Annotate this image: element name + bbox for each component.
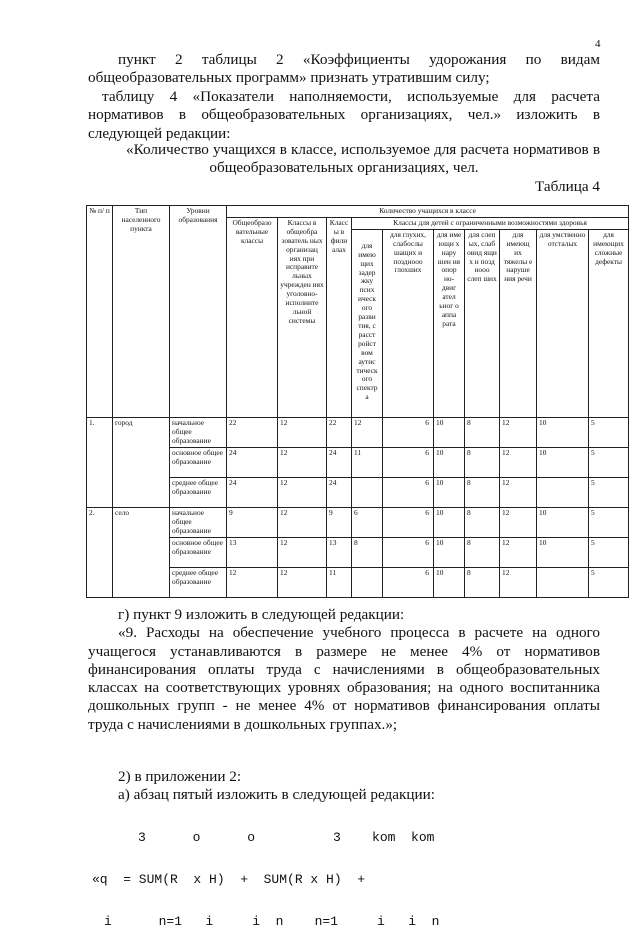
p9-line6: труда с начислениями в дошкольных группах.»;	[88, 715, 398, 733]
cell-c1	[352, 567, 383, 597]
p1-line1: пункт 2 таблицы 2 «Коэффициенты удорожания по видам	[118, 51, 600, 68]
header-sub-deaf: для глухих, слабослы шащих и позднооо глохших	[383, 229, 434, 417]
formula	[92, 803, 439, 943]
cell-c5: 12	[500, 507, 537, 537]
header-settlement: Тип населенного пункта	[113, 206, 170, 418]
cell-c7: 5	[589, 477, 629, 507]
header-sub-locomotor: для име ющи х нару шен ия опор но- двиг ател ьног о аппа рата	[434, 229, 465, 417]
header-sub-speech: для имеющ их тяжелы е наруше ния речи	[500, 229, 537, 417]
cell-branch: 9	[327, 507, 352, 537]
cell-c1	[352, 477, 383, 507]
header-sub-mental: для умственно отсталых	[537, 229, 589, 417]
cell-org: 12	[278, 447, 327, 477]
cell-org: 12	[278, 567, 327, 597]
cell-c2: 6	[383, 537, 434, 567]
cell-c3: 10	[434, 507, 465, 537]
cell-c6: 10	[537, 447, 589, 477]
formula-superscripts: 3 o o 3 kom kom	[138, 830, 435, 845]
cell-branch: 11	[327, 567, 352, 597]
row-level: основное общее образование	[170, 447, 227, 477]
row-num: 2.	[87, 507, 113, 597]
cell-general: 24	[227, 477, 278, 507]
paragraph-table2	[88, 51, 600, 88]
header-num: № п/ п	[87, 206, 113, 418]
cell-c2: 6	[383, 567, 434, 597]
header-org-classes: Классы в общеобра зователь ных организац иях при исправите льных учрежден иях уголовно- исполните льной системы	[278, 217, 327, 417]
cell-c4: 8	[465, 507, 500, 537]
cell-c5: 12	[500, 477, 537, 507]
cell-c3: 10	[434, 447, 465, 477]
row-level: начальное общее образование	[170, 507, 227, 537]
p9-line3: финансирования оплаты труда с начислениями в общеобразовательных	[88, 660, 600, 678]
p2-line3: следующей редакции:	[88, 124, 231, 142]
cell-c3: 10	[434, 417, 465, 447]
cell-c5: 12	[500, 447, 537, 477]
row-level: начальное общее образование	[170, 417, 227, 447]
cell-c2: 6	[383, 507, 434, 537]
heading-line2: общеобразовательных организациях, чел.	[209, 159, 479, 177]
cell-c4: 8	[465, 477, 500, 507]
cell-c3: 10	[434, 567, 465, 597]
cell-c5: 12	[500, 417, 537, 447]
norms-table	[86, 205, 629, 598]
cell-general: 22	[227, 417, 278, 447]
cell-c6: 10	[537, 507, 589, 537]
p9-line1: «9. Расходы на обеспечение учебного процесса в расчете на одного	[118, 624, 600, 642]
header-limited: Классы для детей с ограниченными возможностями здоровья	[352, 217, 629, 229]
cell-general: 13	[227, 537, 278, 567]
p9-line4: классах на соответствующих уровнях образования; на одного воспитанника	[88, 679, 600, 697]
cell-c7: 5	[589, 447, 629, 477]
cell-c7: 5	[589, 417, 629, 447]
cell-c4: 8	[465, 567, 500, 597]
p2-line1: таблицу 4 «Показатели наполняемости, используемые для расчета	[102, 88, 600, 105]
header-sub-blind: для слеп ых, слаб овид ящи х и позд нооо слеп ших	[465, 229, 500, 417]
row-settlement: село	[113, 507, 170, 597]
g-line: г) пункт 9 изложить в следующей редакции:	[118, 606, 405, 623]
header-students: Количество учащихся в классе	[227, 206, 629, 218]
p9-line5: дошкольных групп - не менее 4% от нормативов финансирования оплаты	[88, 697, 600, 715]
cell-c7: 5	[589, 567, 629, 597]
cell-c4: 8	[465, 447, 500, 477]
cell-c5: 12	[500, 567, 537, 597]
header-level: Уровни образования	[170, 206, 227, 418]
cell-general: 24	[227, 447, 278, 477]
cell-branch: 13	[327, 537, 352, 567]
header-branch: Класс ы в фили алах	[327, 217, 352, 417]
heading-line1: «Количество учащихся в классе, используемое для расчета нормативов в	[126, 141, 600, 158]
cell-org: 12	[278, 477, 327, 507]
row-num: 1.	[87, 417, 113, 507]
cell-c2: 6	[383, 447, 434, 477]
cell-branch: 24	[327, 477, 352, 507]
table-row	[87, 417, 629, 447]
p2-line2: нормативов в общеобразовательных организациях, чел.» изложить в	[88, 106, 600, 124]
cell-c3: 10	[434, 537, 465, 567]
header-general: Общеобразо вательные классы	[227, 217, 278, 417]
cell-c7: 5	[589, 537, 629, 567]
row-level: среднее общее образование	[170, 567, 227, 597]
cell-c2: 6	[383, 417, 434, 447]
page-number: 4	[595, 38, 601, 50]
cell-branch: 22	[327, 417, 352, 447]
cell-c1: 12	[352, 417, 383, 447]
table-row	[87, 507, 629, 537]
row-level: среднее общее образование	[170, 477, 227, 507]
cell-general: 12	[227, 567, 278, 597]
table-heading	[88, 141, 600, 196]
cell-c1: 6	[352, 507, 383, 537]
cell-c1: 8	[352, 537, 383, 567]
cell-c6	[537, 567, 589, 597]
cell-c6: 10	[537, 537, 589, 567]
cell-org: 12	[278, 537, 327, 567]
formula-main: «q = SUM(R x H) + SUM(R x H) +	[92, 872, 366, 887]
cell-c4: 8	[465, 417, 500, 447]
cell-org: 12	[278, 417, 327, 447]
cell-c6: 10	[537, 417, 589, 447]
header-sub-ptsd: для имею щих задер жку псих ическ ого разви тия, с расст ройст вом аутис тическ ого спектр а	[352, 229, 383, 417]
paragraph-item9	[88, 606, 600, 734]
paragraph-appendix	[88, 768, 600, 805]
row-level: основное общее образование	[170, 537, 227, 567]
cell-c4: 8	[465, 537, 500, 567]
cell-c1: 11	[352, 447, 383, 477]
cell-c7: 5	[589, 507, 629, 537]
cell-branch: 24	[327, 447, 352, 477]
appendix-line: 2) в приложении 2:	[118, 768, 242, 785]
formula-subscripts: i n=1 i i n n=1 i i n	[104, 914, 440, 929]
cell-c3: 10	[434, 477, 465, 507]
paragraph-table4	[88, 88, 600, 143]
cell-org: 12	[278, 507, 327, 537]
cell-c5: 12	[500, 537, 537, 567]
header-sub-complex: для имеющих сложные дефекты	[589, 229, 629, 417]
p9-line2: учащегося устанавливаются в размере не менее 4% от нормативов	[88, 642, 600, 660]
p1-line2: общеобразовательных программ» признать утратившим силу;	[88, 69, 490, 87]
table-label: Таблица 4	[535, 177, 600, 195]
header-row-1	[87, 206, 629, 218]
cell-c6	[537, 477, 589, 507]
abzac-line: а) абзац пятый изложить в следующей редакции:	[118, 786, 435, 804]
cell-general: 9	[227, 507, 278, 537]
cell-c2: 6	[383, 477, 434, 507]
row-settlement: город	[113, 417, 170, 507]
